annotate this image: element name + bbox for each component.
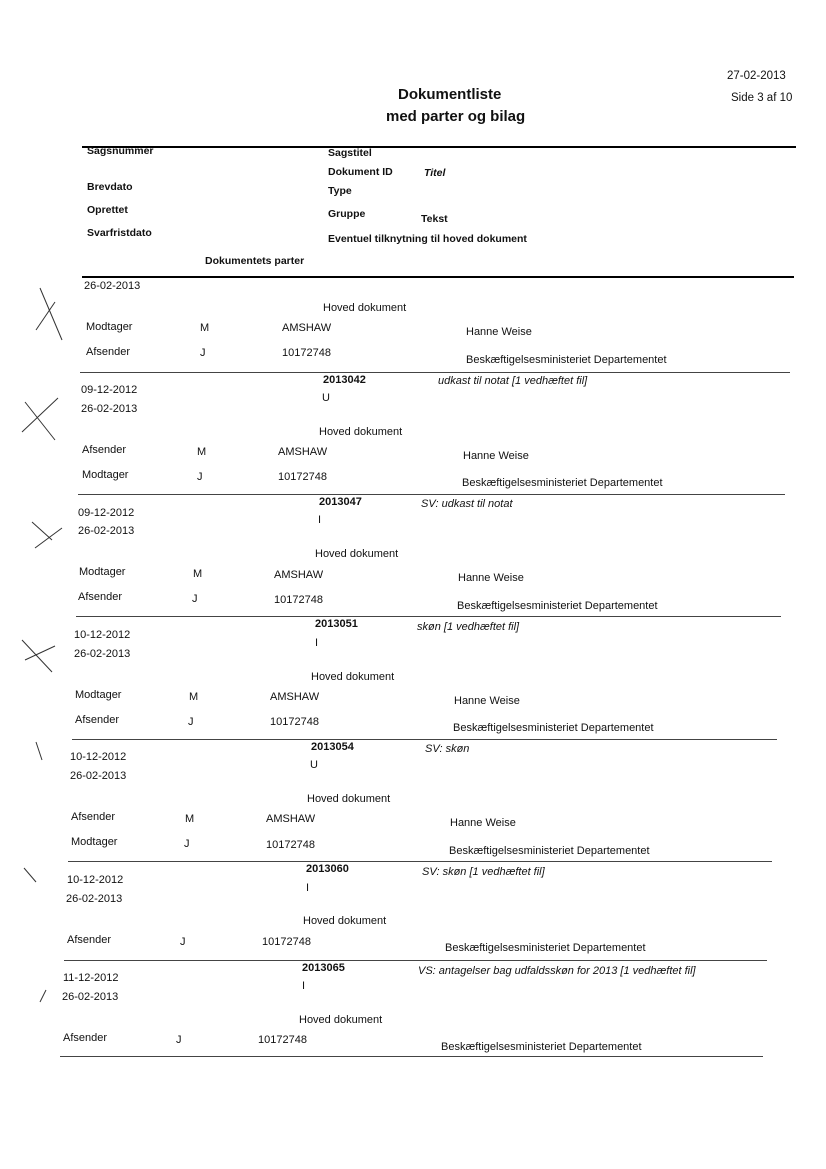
party-code: M — [197, 446, 207, 458]
party-code: J — [176, 1034, 182, 1046]
doc-title: udkast til notat [1 vedhæftet fil] — [438, 375, 588, 387]
col-svarfristdato: Svarfristdato — [87, 227, 152, 239]
hoved-dokument-label: Hoved dokument — [323, 302, 407, 314]
col-tilknytning: Eventuel tilknytning til hoved dokument — [328, 233, 527, 245]
page-number: Side 3 af 10 — [731, 92, 793, 104]
doc-title: SV: udkast til notat — [421, 498, 513, 510]
doc-title: SV: skøn [1 vedhæftet fil] — [422, 866, 545, 878]
party-name: Beskæftigelsesministeriet Departementet — [453, 722, 654, 734]
party-role: Afsender — [71, 811, 116, 823]
col-brevdato: Brevdato — [87, 181, 133, 193]
party-name: Hanne Weise — [450, 817, 516, 829]
party-name: Beskæftigelsesministeriet Departementet — [441, 1041, 642, 1053]
case-date: 26-02-2013 — [84, 280, 141, 292]
party-id: AMSHAW — [274, 569, 324, 581]
party-code: J — [192, 593, 198, 605]
party-code: M — [193, 568, 203, 580]
col-parter: Dokumentets parter — [205, 255, 305, 267]
doc-id: 2013060 — [306, 863, 349, 875]
party-id: 10172748 — [274, 594, 323, 606]
hoved-dokument-label: Hoved dokument — [303, 915, 387, 927]
party-name: Hanne Weise — [454, 695, 520, 707]
party-id: 10172748 — [270, 716, 319, 728]
party-name: Beskæftigelsesministeriet Departementet — [462, 477, 663, 489]
col-dokument-id: Dokument ID — [328, 166, 393, 178]
party-code: J — [200, 347, 206, 359]
col-gruppe: Gruppe — [328, 208, 366, 220]
col-sagstitel: Sagstitel — [328, 147, 372, 159]
doc-id: 2013042 — [323, 374, 366, 386]
party-role: Modtager — [86, 321, 133, 333]
doc-id: 2013051 — [315, 618, 358, 630]
party-code: M — [185, 813, 195, 825]
party-code: J — [197, 471, 203, 483]
party-code: J — [184, 838, 190, 850]
page-subtitle: med parter og bilag — [386, 108, 526, 125]
party-role: Modtager — [79, 566, 126, 578]
hoved-dokument-label: Hoved dokument — [311, 671, 395, 683]
party-role: Modtager — [75, 689, 122, 701]
party-code: M — [189, 691, 199, 703]
doc-type: U — [310, 759, 318, 771]
col-sagsnummer: Sagsnummer — [87, 145, 154, 157]
doc-id: 2013065 — [302, 962, 345, 974]
doc-type: U — [322, 392, 330, 404]
doc-title: SV: skøn — [425, 743, 470, 755]
party-code: J — [188, 716, 194, 728]
oprettet: 26-02-2013 — [81, 403, 138, 415]
party-name: Beskæftigelsesministeriet Departementet — [466, 354, 667, 366]
doc-type: I — [306, 882, 310, 894]
hoved-dokument-label: Hoved dokument — [307, 793, 391, 805]
page-title: Dokumentliste — [398, 86, 502, 103]
oprettet: 26-02-2013 — [78, 525, 135, 537]
party-name: Beskæftigelsesministeriet Departementet — [445, 942, 646, 954]
doc-id: 2013054 — [311, 741, 354, 753]
doc-type: I — [318, 514, 322, 526]
party-code: M — [200, 322, 210, 334]
brevdato: 11-12-2012 — [63, 972, 119, 984]
oprettet: 26-02-2013 — [66, 893, 123, 905]
brevdato: 09-12-2012 — [81, 384, 138, 396]
brevdato: 10-12-2012 — [67, 874, 124, 886]
party-id: AMSHAW — [266, 813, 316, 825]
doc-type: I — [315, 637, 319, 649]
doc-id: 2013047 — [319, 496, 362, 508]
party-role: Afsender — [78, 591, 123, 603]
hoved-dokument-label: Hoved dokument — [319, 426, 403, 438]
party-code: J — [180, 936, 186, 948]
party-id: 10172748 — [278, 471, 327, 483]
party-id: AMSHAW — [270, 691, 320, 703]
party-name: Hanne Weise — [463, 450, 529, 462]
party-role: Afsender — [86, 346, 131, 358]
party-role: Afsender — [75, 714, 120, 726]
col-type: Type — [328, 185, 352, 197]
party-name: Beskæftigelsesministeriet Departementet — [449, 845, 650, 857]
doc-title: skøn [1 vedhæftet fil] — [417, 621, 520, 633]
hoved-dokument-label: Hoved dokument — [299, 1014, 383, 1026]
doc-type: I — [302, 980, 306, 992]
party-id: AMSHAW — [282, 322, 332, 334]
party-role: Afsender — [67, 934, 112, 946]
party-id: 10172748 — [258, 1034, 307, 1046]
col-oprettet: Oprettet — [87, 204, 128, 216]
party-id: 10172748 — [266, 839, 315, 851]
oprettet: 26-02-2013 — [74, 648, 131, 660]
party-id: 10172748 — [262, 936, 311, 948]
col-tekst: Tekst — [421, 213, 448, 225]
party-role: Afsender — [63, 1032, 108, 1044]
oprettet: 26-02-2013 — [70, 770, 127, 782]
print-date: 27-02-2013 — [727, 70, 786, 82]
oprettet: 26-02-2013 — [62, 991, 119, 1003]
brevdato: 10-12-2012 — [74, 629, 131, 641]
hoved-dokument-label: Hoved dokument — [315, 548, 399, 560]
party-id: 10172748 — [282, 347, 331, 359]
party-role: Modtager — [71, 836, 118, 848]
col-titel: Titel — [424, 167, 446, 179]
party-role: Modtager — [82, 469, 129, 481]
party-name: Beskæftigelsesministeriet Departementet — [457, 600, 658, 612]
party-name: Hanne Weise — [466, 326, 532, 338]
party-id: AMSHAW — [278, 446, 328, 458]
doc-title: VS: antagelser bag udfaldsskøn for 2013 [1 vedhæftet fil] — [418, 965, 696, 977]
party-role: Afsender — [82, 444, 127, 456]
brevdato: 10-12-2012 — [70, 751, 127, 763]
brevdato: 09-12-2012 — [78, 507, 135, 519]
party-name: Hanne Weise — [458, 572, 524, 584]
